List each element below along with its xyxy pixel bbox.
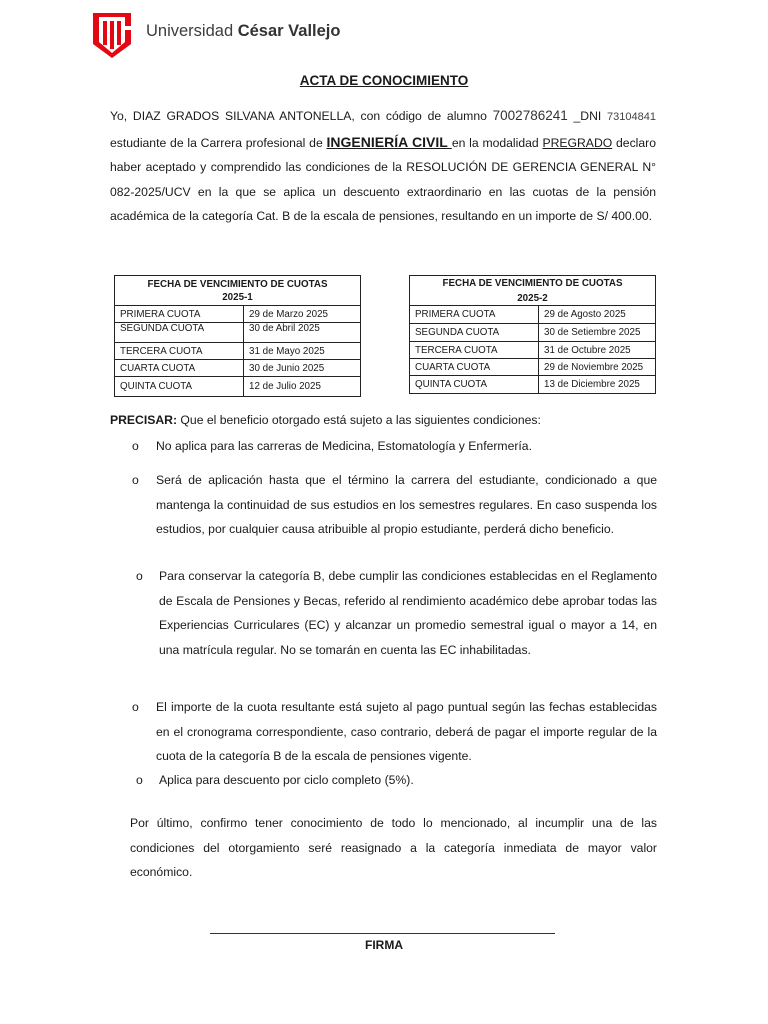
university-name: Universidad César Vallejo bbox=[146, 22, 341, 40]
closing-paragraph: Por último, confirmo tener conocimiento de todo lo mencionado, al incumplir una de las condiciones del otorgamiento seré reasignado a la categoría inmediata de mayor valor económico. bbox=[130, 816, 657, 880]
table-header: FECHA DE VENCIMIENTO DE CUOTAS 2025-1 bbox=[115, 276, 361, 306]
ucv-shield-icon bbox=[92, 12, 132, 58]
table-row: CUARTA CUOTA 29 de Noviembre 2025 bbox=[410, 359, 656, 376]
table-row: CUARTA CUOTA 30 de Junio 2025 bbox=[115, 360, 361, 377]
signature-line bbox=[210, 933, 555, 934]
table-row: QUINTA CUOTA 13 de Diciembre 2025 bbox=[410, 376, 656, 394]
list-bullet: o bbox=[136, 569, 143, 583]
condition-item: El importe de la cuota resultante está sujeto al pago puntual según las fechas establecidas en el cronograma correspondiente, caso contrario, deberá de pagar el importe regular de la cuota de la categoría B de la escala de pensiones vigente. bbox=[156, 700, 657, 764]
list-bullet: o bbox=[132, 473, 139, 487]
table-row: QUINTA CUOTA 12 de Julio 2025 bbox=[115, 377, 361, 397]
list-bullet: o bbox=[132, 439, 139, 453]
condition-item: Será de aplicación hasta que el término la carrera del estudiante, condicionado a que mantenga la continuidad de sus estudios en los semestres regulares. En caso suspenda los estudios, por cualquier causa atribuible al propio estudiante, perderá dicho beneficio. bbox=[156, 473, 657, 537]
table-row: TERCERA CUOTA 31 de Octubre 2025 bbox=[410, 342, 656, 359]
condition-item: No aplica para las carreras de Medicina, Estomatología y Enfermería. bbox=[156, 439, 532, 453]
table-row: PRIMERA CUOTA 29 de Agosto 2025 bbox=[410, 306, 656, 324]
condition-item: Aplica para descuento por ciclo completo (5%). bbox=[159, 773, 414, 787]
document-title: ACTA DE CONOCIMIENTO bbox=[299, 73, 469, 88]
modality: PREGRADO bbox=[542, 135, 613, 150]
due-dates-table-2025-2 bbox=[409, 275, 656, 394]
table-row: PRIMERA CUOTA 29 de Marzo 2025 bbox=[115, 306, 361, 323]
intro-paragraph: Yo, DIAZ GRADOS SILVANA ANTONELLA, con código de alumno 7002786241 _DNI 73104841 estudiante de la Carrera profesional de INGENIERÍA CIVIL en la modalidad PREGRADO declaro haber aceptado y comprendido las condiciones de la RESOLUCIÓN DE GERENCIA GENERAL N° 082-2025/UCV en la que se aplica un descuento extraordinario en las cuotas de la pensión académica de la categoría Cat. B de la escala de pensiones, resultando en un importe de S/ 400.00. bbox=[110, 108, 656, 224]
career-name: INGENIERÍA CIVIL bbox=[326, 133, 452, 150]
university-logo bbox=[92, 12, 362, 58]
table-row: TERCERA CUOTA 31 de Mayo 2025 bbox=[115, 343, 361, 360]
signature-label: FIRMA bbox=[365, 938, 403, 952]
table-row: SEGUNDA CUOTA 30 de Abril 2025 bbox=[115, 323, 361, 343]
list-bullet: o bbox=[132, 700, 139, 714]
dni-number: 73104841 bbox=[607, 111, 656, 123]
table-row: SEGUNDA CUOTA 30 de Setiembre 2025 bbox=[410, 324, 656, 342]
condition-item: Para conservar la categoría B, debe cumplir las condiciones establecidas en el Reglamento de Escala de Pensiones y Becas, referido al rendimiento académico debe aprobar todas las Experiencias Curriculares (EC) y alcanzar un promedio semestral igual o mayor a 14, en una matrícula regular. No se tomarán en cuenta las EC inhabilitadas. bbox=[159, 569, 657, 657]
student-code: 7002786241 bbox=[492, 108, 568, 123]
table-header: FECHA DE VENCIMIENTO DE CUOTAS 2025-2 bbox=[410, 276, 656, 306]
due-dates-table-2025-1 bbox=[114, 275, 361, 397]
list-bullet: o bbox=[136, 773, 143, 787]
precisar-statement: PRECISAR: Que el beneficio otorgado está sujeto a las siguientes condiciones: bbox=[110, 413, 541, 427]
